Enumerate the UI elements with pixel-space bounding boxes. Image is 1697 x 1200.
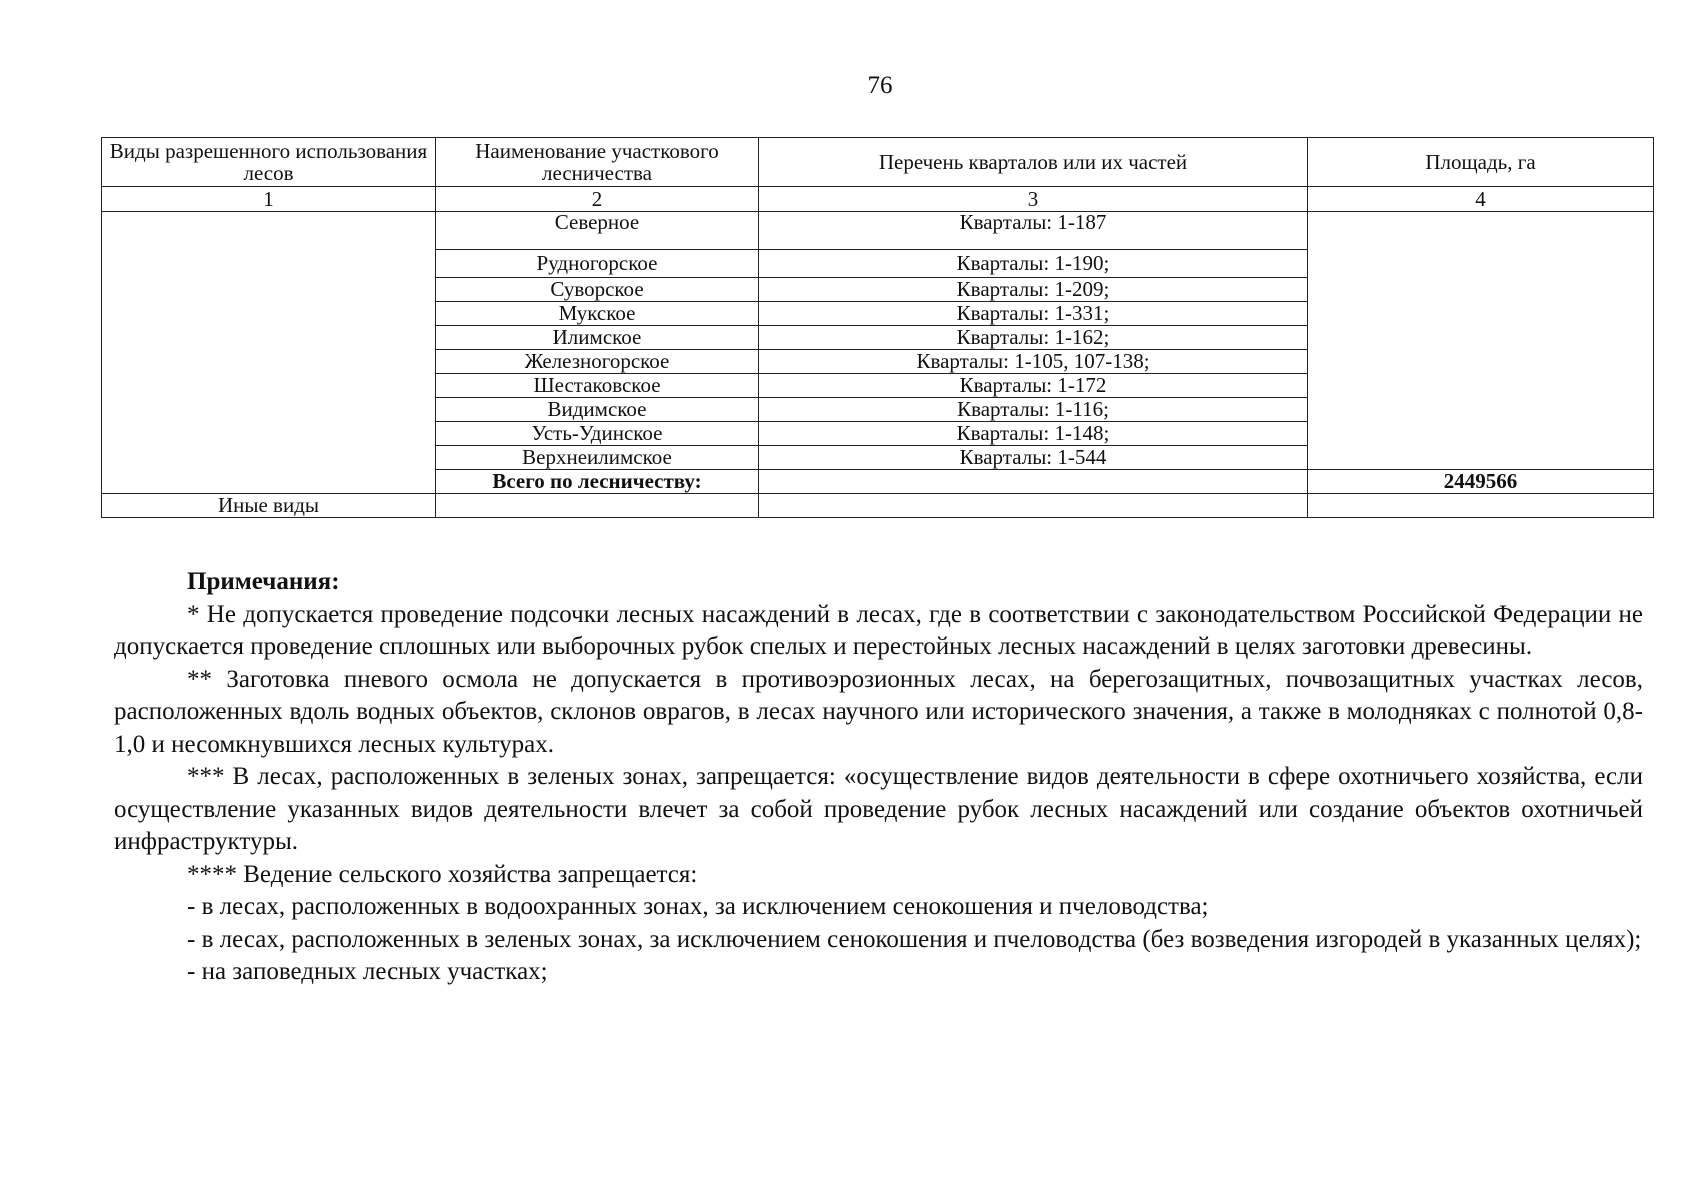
total-area-value: 2449566 [1308, 470, 1654, 494]
forestry-cell: Верхнеилимское [436, 446, 759, 470]
note-paragraph: - в лесах, расположенных в водоохранных зонах, за исключением сенокошения и пчеловодства; [187, 893, 1209, 920]
forestry-cell: Железногорское [436, 350, 759, 374]
table-row [102, 212, 1654, 250]
use-type-cell [102, 212, 436, 494]
empty-cell [759, 494, 1308, 518]
empty-cell [1308, 494, 1654, 518]
note-paragraph: *** В лесах, расположенных в зеленых зонах, запрещается: «осуществление видов деятельности в сфере охотничьего хозяйства, если осуществление указанных видов деятельности влечет за собой проведение рубок лесных насаждений или создание объектов охотничьей инфраструктуры. [114, 763, 1643, 855]
note-paragraph: - в лесах, расположенных в зеленых зонах, за исключением сенокошения и пчеловодства (без возведения изгородей в указанных целях); [187, 925, 1642, 953]
forestry-cell: Видимское [436, 398, 759, 422]
quarters-cell: Кварталы: 1-190; [759, 250, 1308, 278]
forestry-cell: Шестаковское [436, 374, 759, 398]
quarters-cell: Кварталы: 1-209; [759, 278, 1308, 302]
forestry-cell: Илимское [436, 326, 759, 350]
forestry-cell: Усть-Удинское [436, 422, 759, 446]
column-number-row [102, 187, 1654, 212]
total-quarters-cell [759, 470, 1308, 494]
total-label: Всего по лесничеству: [436, 470, 759, 494]
quarters-cell: Кварталы: 1-148; [759, 422, 1308, 446]
quarters-cell: Кварталы: 1-544 [759, 446, 1308, 470]
note-paragraph: **** Ведение сельского хозяйства запрещается: [187, 860, 698, 888]
header-use-types: Виды разрешенного использования лесов [102, 138, 436, 187]
notes-section [114, 566, 1643, 989]
other-types-row [102, 494, 1654, 518]
quarters-cell: Кварталы: 1-162; [759, 326, 1308, 350]
column-number: 4 [1308, 187, 1654, 212]
column-number: 3 [759, 187, 1308, 212]
quarters-cell: Кварталы: 1-331; [759, 302, 1308, 326]
forestry-cell: Рудногорское [436, 250, 759, 278]
quarters-cell: Кварталы: 1-172 [759, 374, 1308, 398]
area-cell [1308, 212, 1654, 470]
forestry-cell: Суворское [436, 278, 759, 302]
forestry-cell: Мукское [436, 302, 759, 326]
page-number: 76 [867, 72, 893, 99]
note-paragraph: - на заповедных лесных участках; [187, 958, 548, 985]
empty-cell [436, 494, 759, 518]
note-paragraph: ** Заготовка пневого осмола не допускается в противоэрозионных лесах, на берегозащитных, почвозащитных участках лесов, расположенных вдоль водных объектов, склонов оврагов, в лесах научного или исторического значения, а также в молодняках с полнотой 0,8-1,0 и несомкнувшихся лесных культурах. [114, 665, 1643, 758]
forestry-cell: Северное [436, 212, 759, 250]
header-forestry-name: Наименование участкового лесничества [436, 138, 759, 187]
header-quarters-list: Перечень кварталов или их частей [759, 138, 1308, 187]
forest-use-table [101, 137, 1654, 518]
other-types-label: Иные виды [102, 494, 436, 518]
column-number: 1 [102, 187, 436, 212]
note-paragraph: * Не допускается проведение подсочки лесных насаждений в лесах, где в соответствии с законодательством Российской Федерации не допускается проведение сплошных или выборочных рубок спелых и перестойных лесных насаждений в целях заготовки древесины. [114, 600, 1643, 660]
quarters-cell: Кварталы: 1-116; [759, 398, 1308, 422]
notes-title: Примечания: [187, 568, 340, 595]
column-number: 2 [436, 187, 759, 212]
quarters-cell: Кварталы: 1-105, 107-138; [759, 350, 1308, 374]
table-header-row [102, 138, 1654, 187]
header-area: Площадь, га [1308, 138, 1654, 187]
quarters-cell: Кварталы: 1-187 [759, 212, 1308, 250]
